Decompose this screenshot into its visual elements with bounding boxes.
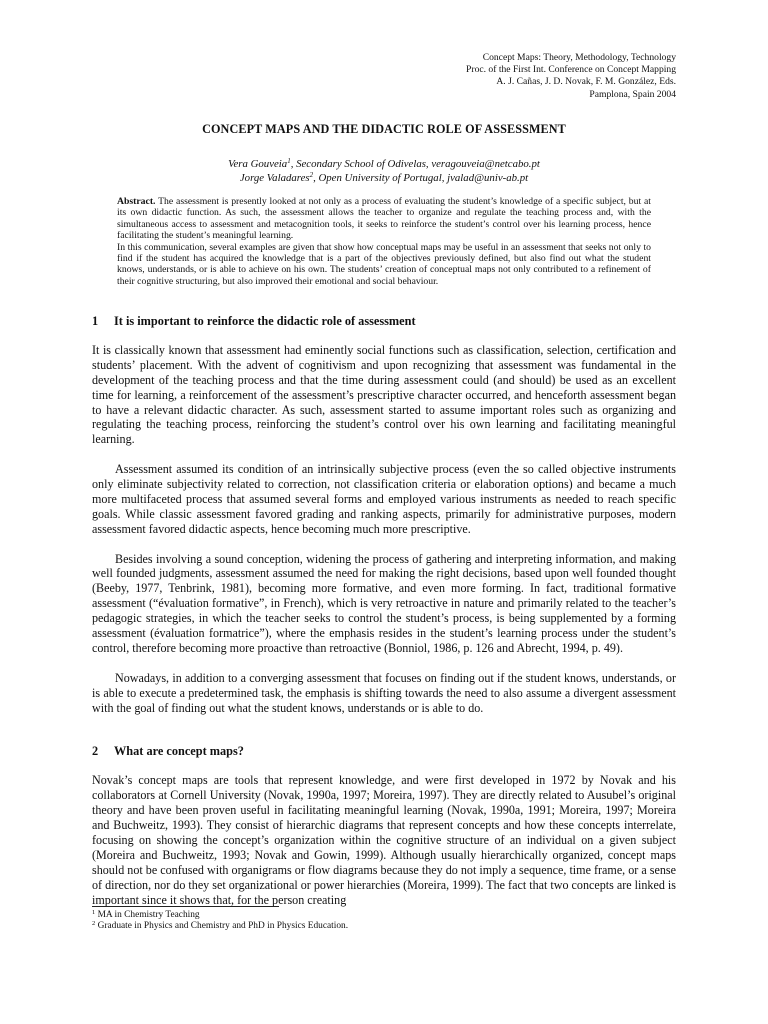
body-paragraph: Novak’s concept maps are tools that represent knowledge, and were first developed in 1972 by Novak and his collaborators at Cornell University (Novak, 1990a, 1997; Moreira, 1997). They are directly related to Ausubel’s original theory and have been proven useful in facilitating meaningful learning (Novak, 1990a, 1991; Moreira, 1997; Moreira and Buchweitz, 1993). They consist of hierarchic diagrams that represent concepts and how these concepts interrelate, focusing on showing the concept’s organization within the cognitive structure of an individual on a given subject (Moreira and Buchweitz, 1993; Novak and Gowin, 1999). Although usually hierarchically organized, concept maps should not be confused with organigrams or flow diagrams because they do not imply a sequence, time frame, or a sense of direction, nor do they set organizational or power hierarchies (Moreira, 1999). The fact that two concepts are linked is important since it shows that, for the person creating (92, 773, 676, 907)
footnote-mark: 1 (287, 157, 291, 165)
footnote-mark: 2 (309, 170, 314, 179)
footnote-text: Graduate in Physics and Chemistry and PhD in Physics Education. (95, 921, 349, 932)
paper-title: CONCEPT MAPS AND THE DIDACTIC ROLE OF ASSESSMENT (202, 122, 566, 136)
footnote (92, 921, 676, 932)
header-line: Proc. of the First Int. Conference on Concept Mapping (466, 64, 676, 76)
section-title: What are concept maps? (114, 744, 244, 759)
proceedings-header (466, 52, 676, 101)
section-heading (92, 744, 676, 759)
author-name: Jorge Valadares (239, 171, 310, 184)
body-paragraph: It is classically known that assessment had eminently social functions such as classification, selection, certification and students’ placement. With the advent of cognitivism and upon recognizing that assessment was fundamental in the development of the teaching process and that the time during assessment could (and should) be used as an excellent time for learning, a reinforcement of the assessment’s prescriptive character occurred, and henceforth assessment began to have a relevant didactic character. As such, assessment started to assume important roles such as organizing and regulating the teaching process, reinforcing the student’s control over his own learning and facilitating meaningful learning. (92, 342, 676, 447)
author-list (0, 158, 768, 185)
section-number: 2 (92, 744, 99, 759)
footnote-divider (92, 906, 279, 907)
author-line (0, 172, 768, 186)
header-line: Pamplona, Spain 2004 (589, 88, 676, 100)
abstract-paragraph: In this communication, several examples are given that show how conceptual maps may be useful in an assessment that seeks not only to find if the student has acquired the knowledge that is a part of the objectives previously defined, but also find out what the student knows, understands, or is able to achieve on his own. The students’ creation of conceptual maps not only contributed to a refinement of their cognitive structuring, but also improved their emotional and social behaviour. (117, 241, 651, 287)
author-name: Vera Gouveia (228, 158, 288, 170)
main-body (92, 314, 676, 907)
abstract-label: Abstract. (117, 196, 156, 207)
footnote-mark: 2 (92, 920, 96, 928)
section-heading (92, 314, 676, 329)
header-line: A. J. Cañas, J. D. Novak, F. M. González, Eds. (496, 76, 676, 88)
section-number: 1 (92, 314, 99, 328)
author-affiliation: , Secondary School of Odivelas, veragouveia@netcabo.pt (290, 158, 540, 170)
author-affiliation: , Open University of Portugal, jvalad@univ-ab.pt (313, 171, 529, 184)
footnote-text: MA in Chemistry Teaching (95, 910, 200, 920)
footnote-mark: 1 (92, 909, 96, 916)
footnote (92, 910, 676, 921)
body-paragraph: Nowadays, in addition to a converging assessment that focuses on finding out if the student knows, understands, or is able to execute a predetermined task, the emphasis is shifting towards the need to also assume a divergent assessment with the goal of finding out what the student knows, understands or is able to do. (92, 670, 676, 715)
header-line: Concept Maps: Theory, Methodology, Technology (482, 52, 676, 63)
abstract-paragraph (117, 196, 651, 242)
author-line (0, 158, 768, 172)
footnotes (92, 910, 676, 932)
section-title: It is important to reinforce the didactic role of assessment (114, 314, 416, 328)
body-paragraph: Besides involving a sound conception, widening the process of gathering and interpreting information, and making well founded judgments, assessment assumed the need for making the right decisions, based upon well founded thought (Beeby, 1977, Tenbrink, 1981), becoming more formative, and even more forming. In fact, traditional formative assessment (“évaluation formative”, in French), which is very retroactive in nature and primarily related to the teacher’s pedagogic strategies, in which the teacher seeks to control the student’s process, is being supplemented by a forming assessment (évaluation formatrice”), where the emphasis resides in the student’s learning process under the student’s control, therefore becoming more proactive than retroactive (Bonniol, 1986, p. 126 and Abrecht, 1994, p. 49). (92, 551, 676, 655)
abstract (117, 196, 651, 287)
body-paragraph: Assessment assumed its condition of an intrinsically subjective process (even the so called objective instruments only eliminate subjectivity related to correction, not classification criteria or elaboration options) and became a much more multifaceted process that assumed several forms and employed various instruments as needed to reach specific goals. While classic assessment favored grading and ranking aspects, primarily for administrative purposes, modern assessment favored didactic aspects, hence becoming much more prescriptive. (92, 462, 676, 536)
abstract-text: The assessment is presently looked at not only as a process of evaluating the student’s knowledge of a specific subject, but at its own didactic function. As such, the assessment allows the teacher to organize and regulate the teaching process and, with the simultaneous access to assessment and metacognition tools, it seeks to reinforce the student’s control over his learning process, hence facilitating the student’s meaningful learning. (117, 196, 651, 242)
